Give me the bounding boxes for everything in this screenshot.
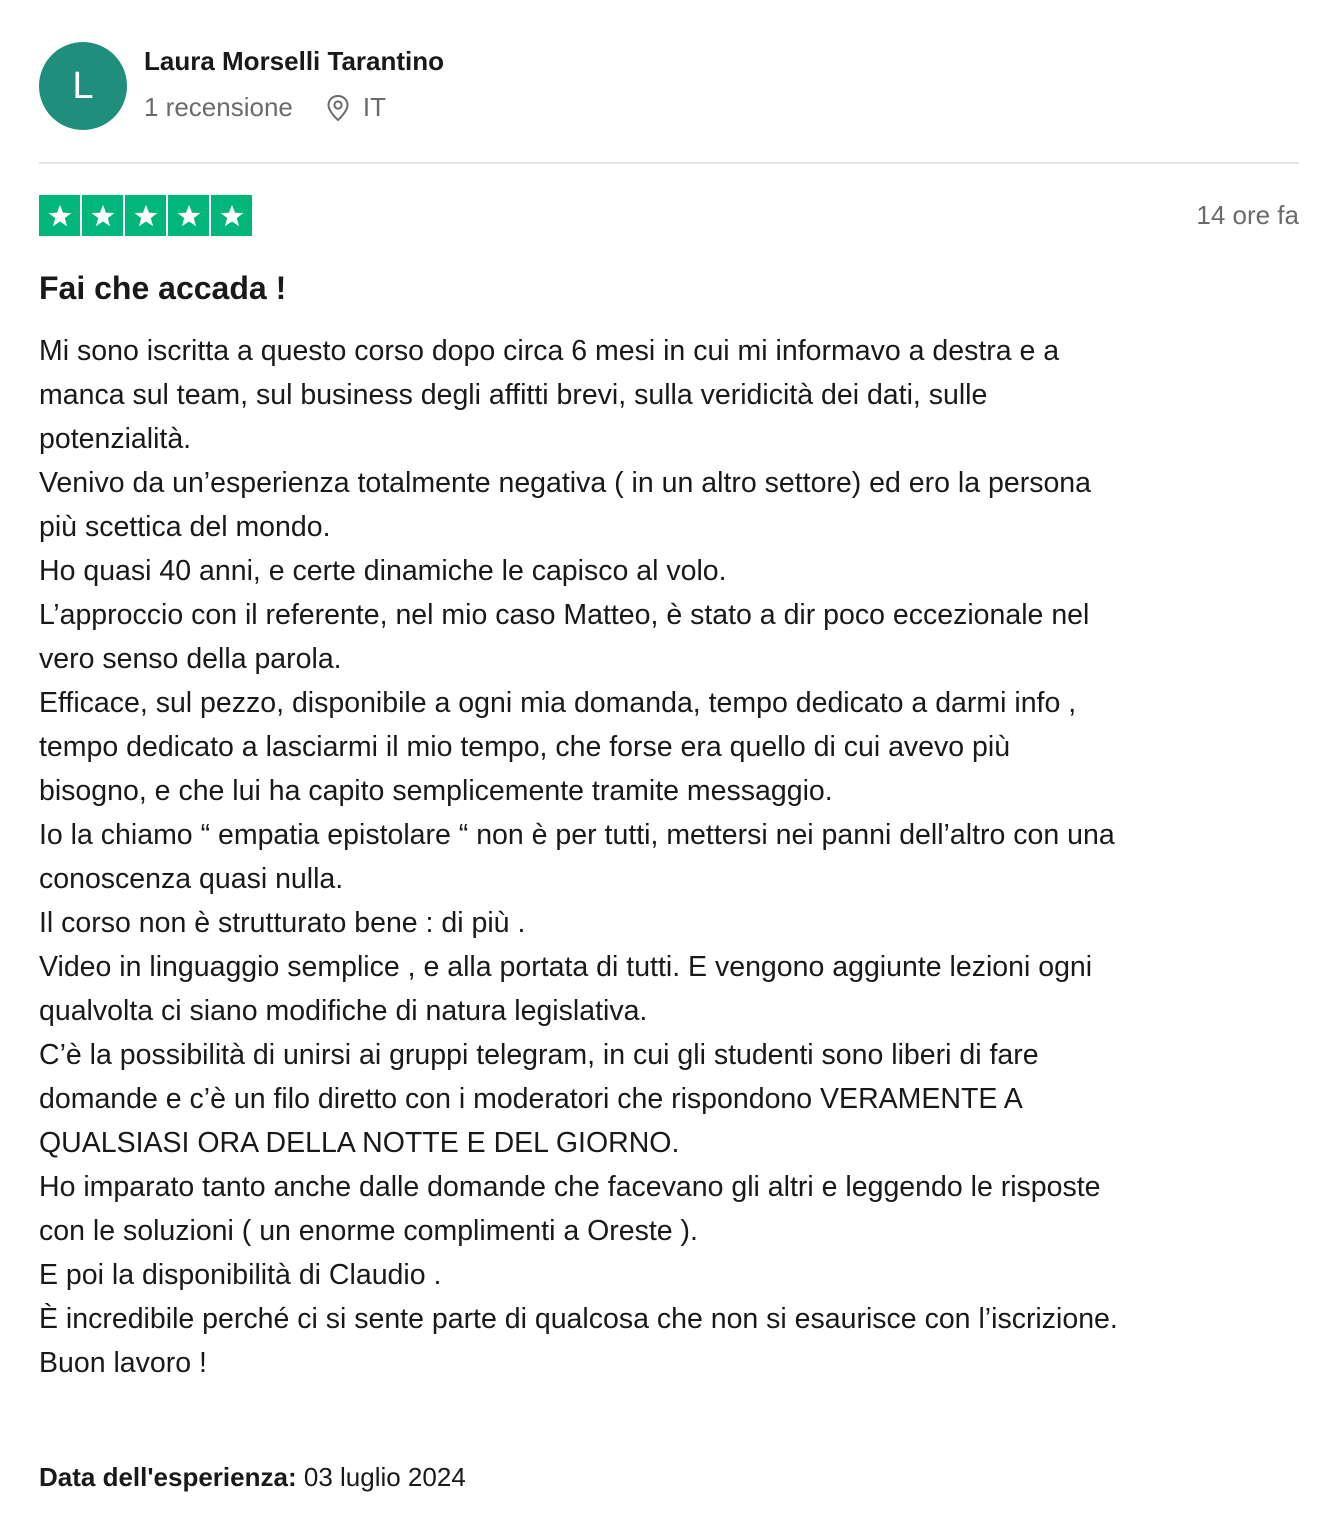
review-body-line: conoscenza quasi nulla. — [39, 863, 344, 895]
review-body-line: L’approccio con il referente, nel mio caso Matteo, è stato a dir poco eccezionale nel — [39, 599, 1090, 631]
experience-date-label: Data dell'esperienza: — [39, 1462, 297, 1492]
reviews-count: 1 recensione — [144, 92, 293, 122]
experience-date — [39, 1462, 466, 1493]
review-body-line: Buon lavoro ! — [39, 1347, 207, 1379]
review-body-line: QUALSIASI ORA DELLA NOTTE E DEL GIORNO. — [39, 1127, 680, 1159]
review-body-line: Io la chiamo “ empatia epistolare “ non è per tutti, mettersi nei panni dell’altro con una — [39, 819, 1115, 851]
review-body-line: Ho imparato tanto anche dalle domande che facevano gli altri e leggendo le risposte — [39, 1171, 1101, 1203]
star-icon — [39, 195, 80, 236]
review-body-line: C’è la possibilità di unirsi ai gruppi telegram, in cui gli studenti sono liberi di fare — [39, 1039, 1039, 1071]
review-title[interactable]: Fai che accada ! — [39, 270, 287, 306]
review-body-line: Video in linguaggio semplice , e alla portata di tutti. E vengono aggiunte lezioni ogni — [39, 951, 1093, 983]
star-icon — [125, 195, 166, 236]
review-body-line: bisogno, e che lui ha capito semplicemente tramite messaggio. — [39, 775, 833, 807]
review-body-line: qualvolta ci siano modifiche di natura legislativa. — [39, 995, 648, 1027]
star-icon — [82, 195, 123, 236]
star-icon — [168, 195, 209, 236]
review-body-line: manca sul team, sul business degli affitti brevi, sulla veridicità dei dati, sulle — [39, 379, 988, 411]
star-icon — [211, 195, 252, 236]
review-body-line: domande e c’è un filo diretto con i moderatori che rispondono VERAMENTE A — [39, 1083, 1023, 1115]
review-body-line: E poi la disponibilità di Claudio . — [39, 1259, 442, 1291]
reviewer-location — [325, 92, 386, 123]
map-pin-icon — [325, 94, 351, 122]
review-body-line: Mi sono iscritta a questo corso dopo circa 6 mesi in cui mi informavo a destra e a — [39, 335, 1060, 367]
review-time-ago: 14 ore fa — [1196, 200, 1299, 230]
review-body-line: Venivo da un’esperienza totalmente negativa ( in un altro settore) ed ero la persona — [39, 467, 1091, 499]
review-body-line: più scettica del mondo. — [39, 511, 331, 543]
review-body — [39, 329, 1301, 1385]
review-body-line: È incredibile perché ci si sente parte di qualcosa che non si esaurisce con l’iscrizione. — [39, 1303, 1118, 1335]
reviewer-header — [39, 42, 1299, 132]
reviewer-meta — [144, 92, 386, 123]
divider — [39, 162, 1299, 164]
review-body-line: con le soluzioni ( un enorme complimenti a Oreste ). — [39, 1215, 698, 1247]
review-body-line: tempo dedicato a lasciarmi il mio tempo, che forse era quello di cui avevo più — [39, 731, 1011, 763]
country-code: IT — [362, 92, 386, 122]
review-body-line: Efficace, sul pezzo, disponibile a ogni mia domanda, tempo dedicato a darmi info , — [39, 687, 1077, 719]
review-body-line: potenzialità. — [39, 423, 192, 455]
experience-date-value: 03 luglio 2024 — [303, 1462, 466, 1492]
review-body-line: vero senso della parola. — [39, 643, 342, 675]
star-rating — [39, 195, 252, 236]
review-body-line: Ho quasi 40 anni, e certe dinamiche le capisco al volo. — [39, 555, 727, 587]
reviewer-name[interactable]: Laura Morselli Tarantino — [144, 46, 445, 76]
avatar[interactable]: L — [39, 42, 127, 130]
review-body-line: Il corso non è strutturato bene : di più . — [39, 907, 526, 939]
